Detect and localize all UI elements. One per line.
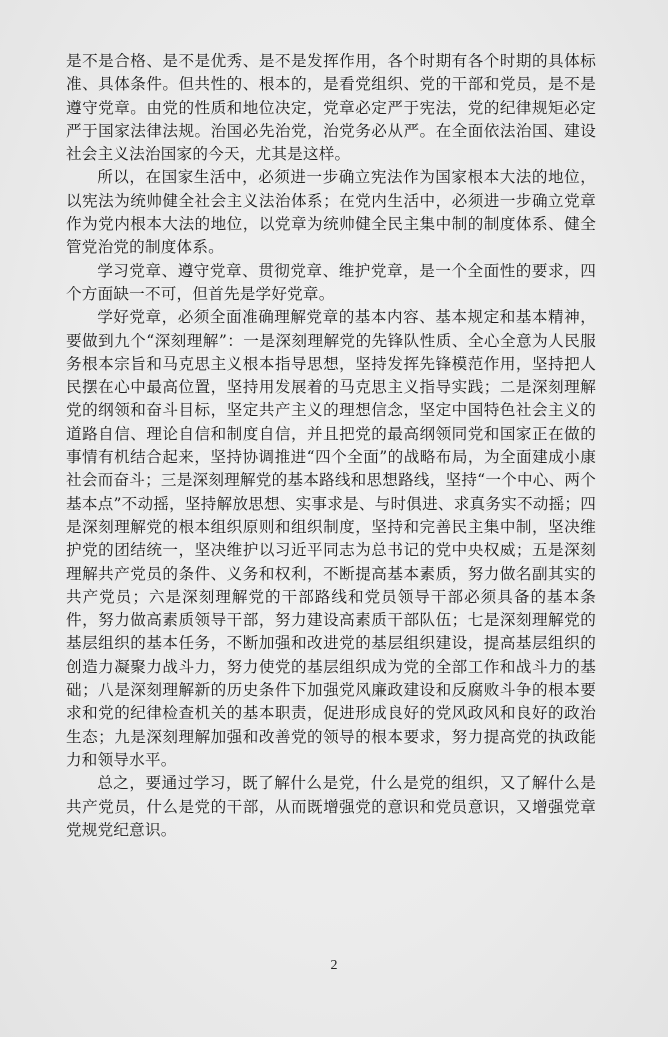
- paragraph-2: 所以，在国家生活中，必须进一步确立宪法作为国家根本大法的地位，以宪法为统帅健全社会主义法治体系；在党内生活中，必须进一步确立党章作为党内根本大法的地位，以党章为统帅健全民主集中制的制度体系、健全管党治党的制度体系。: [66, 168, 596, 257]
- page-number: 2: [330, 958, 338, 973]
- document-body: [66, 50, 596, 842]
- paragraph-1: 是不是合格、是不是优秀、是不是发挥作用，各个时期有各个时期的具体标准、具体条件。但共性的、根本的，是看党组织、党的干部和党员，是不是遵守党章。由党的性质和地位决定，党章必定严于宪法，党的纪律规矩必定严于国家法律法规。治国必先治党，治党务必从严。在全面依法治国、建设社会主义法治国家的今天，尤其是这样。: [66, 52, 596, 164]
- paragraph-5: 总之，要通过学习，既了解什么是党，什么是党的组织，又了解什么是共产党员，什么是党的干部，从而既增强党的意识和党员意识，又增强党章党规党纪意识。: [66, 774, 596, 839]
- paragraph-4: 学好党章，必须全面准确理解党章的基本内容、基本规定和基本精神，要做到九个“深刻理解”：一是深刻理解党的先锋队性质、全心全意为人民服务根本宗旨和马克思主义根本指导思想，坚持发挥先锋模范作用，坚持把人民摆在心中最高位置，坚持用发展着的马克思主义指导实践；二是深刻理解党的纲领和奋斗目标，坚定共产主义的理想信念，坚定中国特色社会主义的道路自信、理论自信和制度自信，并且把党的最高纲领同党和国家正在做的事情有机结合起来，坚持协调推进“四个全面”的战略布局，为全面建成小康社会而奋斗；三是深刻理解党的基本路线和思想路线，坚持“一个中心、两个基本点”不动摇，坚持解放思想、实事求是、与时俱进、求真务实不动摇；四是深刻理解党的根本组织原则和组织制度，坚持和完善民主集中制，坚决维护党的团结统一，坚决维护以习近平同志为总书记的党中央权威；五是深刻理解共产党员的条件、义务和权利，不断提高基本素质，努力做名副其实的共产党员；六是深刻理解党的干部路线和党员领导干部必须具备的基本条件，努力做高素质领导干部，努力建设高素质干部队伍；七是深刻理解党的基层组织的基本任务，不断加强和改进党的基层组织建设，提高基层组织的创造力凝聚力战斗力，努力使党的基层组织成为党的全部工作和战斗力的基础；八是深刻理解新的历史条件下加强党风廉政建设和反腐败斗争的根本要求和党的纪律检查机关的基本职责，促进形成良好的党风政风和良好的政治生态；九是深刻理解加强和改善党的领导的根本要求，努力提高党的执政能力和领导水平。: [66, 308, 596, 769]
- paragraph-3: 学习党章、遵守党章、贯彻党章、维护党章，是一个全面性的要求，四个方面缺一不可，但首先是学好党章。: [66, 261, 596, 303]
